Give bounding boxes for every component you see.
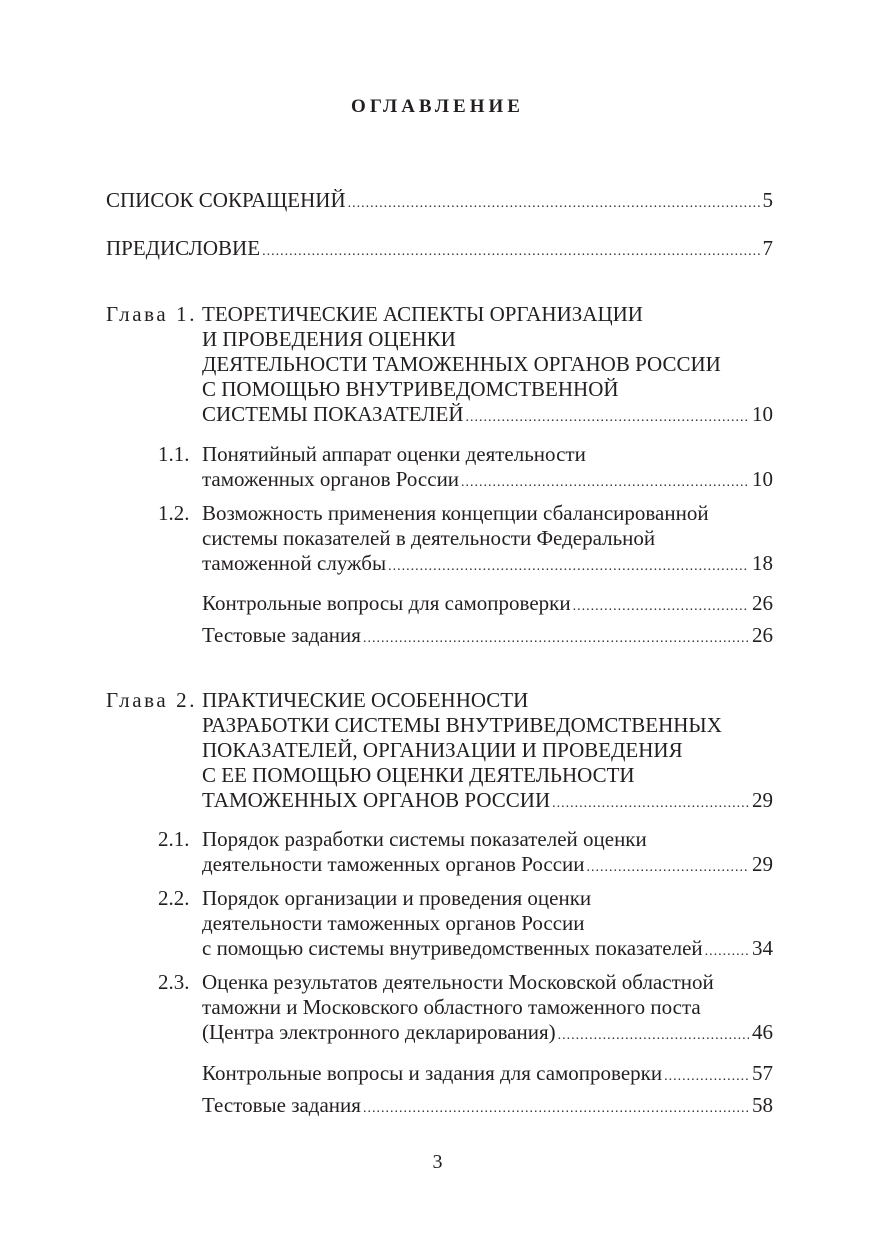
toc-page-number: 57 <box>752 1061 773 1085</box>
section-1-1-last-line[interactable] <box>202 466 773 492</box>
toc-page-number: 26 <box>752 623 773 647</box>
dot-leader <box>466 405 749 431</box>
chapter-2-title-line[interactable]: ПОКАЗАТЕЛЕЙ, ОРГАНИЗАЦИИ И ПРОВЕДЕНИЯ <box>202 738 683 762</box>
chapter-1-title-line[interactable]: ДЕЯТЕЛЬНОСТИ ТАМОЖЕННЫХ ОРГАНОВ РОССИИ <box>202 352 721 376</box>
section-2-2-line[interactable]: деятельности таможенных органов России <box>202 911 585 935</box>
toc-page-number: 29 <box>752 852 773 876</box>
chapter-2-label: Глава 2. <box>106 688 198 712</box>
chapter-2-title-line: ТАМОЖЕННЫХ ОРГАНОВ РОССИИ <box>202 788 551 812</box>
dot-leader <box>262 239 759 265</box>
toc-page-number: 26 <box>752 591 773 615</box>
toc-page-number: 10 <box>752 467 773 491</box>
toc-page-number: 46 <box>752 1020 773 1044</box>
dot-leader <box>348 191 760 217</box>
chapter-1-label: Глава 1. <box>106 302 198 326</box>
chapter-1-title-line: СИСТЕМЫ ПОКАЗАТЕЛЕЙ <box>202 402 464 426</box>
toc-page-number: 58 <box>752 1093 773 1117</box>
toc-page-number: 5 <box>762 188 773 212</box>
section-2-1-last-line[interactable] <box>202 851 773 877</box>
dot-leader <box>705 939 749 965</box>
toc-page-number: 34 <box>752 936 773 960</box>
toc-entry-review-questions[interactable] <box>202 590 773 616</box>
section-number: 2.2. <box>158 886 190 910</box>
toc-entry-label: Тестовые задания <box>202 623 361 647</box>
toc-entry-preface[interactable] <box>106 235 773 261</box>
section-1-2-line: таможенной службы <box>202 551 387 575</box>
section-2-2-line[interactable]: Порядок организации и проведения оценки <box>202 886 592 910</box>
section-number: 1.1. <box>158 442 190 466</box>
toc-entry-label: Тестовые задания <box>202 1093 361 1117</box>
page-number: 3 <box>432 1151 443 1173</box>
page-title: ОГЛАВЛЕНИЕ <box>351 96 524 117</box>
section-2-2-line: с помощью системы внутриведомственных показателей <box>202 936 703 960</box>
section-number: 2.3. <box>158 970 190 994</box>
section-2-3-line[interactable]: таможни и Московского областного таможенного поста <box>202 995 701 1019</box>
chapter-1-title-line[interactable]: И ПРОВЕДЕНИЯ ОЦЕНКИ <box>202 327 456 351</box>
toc-page-number: 10 <box>752 402 773 426</box>
section-number: 2.1. <box>158 827 190 851</box>
chapter-1-title-line[interactable]: С ПОМОЩЬЮ ВНУТРИВЕДОМСТВЕННОЙ <box>202 377 619 401</box>
section-2-2-last-line[interactable] <box>202 935 773 961</box>
dot-leader <box>587 855 749 881</box>
toc-entry-review-questions-tasks[interactable] <box>202 1060 773 1086</box>
section-2-1-line: деятельности таможенных органов России <box>202 852 585 876</box>
dot-leader <box>664 1064 749 1090</box>
toc-entry-tests[interactable] <box>202 622 773 648</box>
section-2-3-last-line[interactable] <box>202 1019 773 1045</box>
section-2-3-line[interactable]: Оценка результатов деятельности Московской областной <box>202 970 714 994</box>
section-1-2-line[interactable]: Возможность применения концепции сбалансированной <box>202 501 709 525</box>
dot-leader <box>461 470 749 496</box>
section-2-1-line[interactable]: Порядок разработки системы показателей оценки <box>202 827 647 851</box>
dot-leader <box>558 1023 749 1049</box>
dot-leader <box>388 554 749 580</box>
section-1-2-last-line[interactable] <box>202 550 773 576</box>
dot-leader <box>363 1096 749 1122</box>
toc-page-number: 7 <box>762 236 773 260</box>
toc-page-number: 18 <box>752 551 773 575</box>
section-2-3-line: (Центра электронного декларирования) <box>202 1020 556 1044</box>
chapter-2-title-line[interactable]: ПРАКТИЧЕСКИЕ ОСОБЕННОСТИ <box>202 688 529 712</box>
section-1-1-line[interactable]: Понятийный аппарат оценки деятельности <box>202 442 586 466</box>
dot-leader <box>363 626 749 652</box>
toc-entry-tests-2[interactable] <box>202 1092 773 1118</box>
toc-entry-label: СПИСОК СОКРАЩЕНИЙ <box>106 188 346 212</box>
toc-page-number: 29 <box>752 788 773 812</box>
chapter-2-title-last-line[interactable] <box>202 787 773 813</box>
toc-entry-label: Контрольные вопросы и задания для самопроверки <box>202 1061 663 1085</box>
toc-entry-label: Контрольные вопросы для самопроверки <box>202 591 571 615</box>
section-1-1-line: таможенных органов России <box>202 467 460 491</box>
toc-entry-label: ПРЕДИСЛОВИЕ <box>106 236 261 260</box>
dot-leader <box>552 791 749 817</box>
toc-entry-abbreviations[interactable] <box>106 187 773 213</box>
chapter-2-title-line[interactable]: РАЗРАБОТКИ СИСТЕМЫ ВНУТРИВЕДОМСТВЕННЫХ <box>202 713 722 737</box>
section-number: 1.2. <box>158 501 190 525</box>
chapter-1-title-line[interactable]: ТЕОРЕТИЧЕСКИЕ АСПЕКТЫ ОРГАНИЗАЦИИ <box>202 302 643 326</box>
chapter-1-title-last-line[interactable] <box>202 401 773 427</box>
chapter-2-title-line[interactable]: С ЕЕ ПОМОЩЬЮ ОЦЕНКИ ДЕЯТЕЛЬНОСТИ <box>202 763 635 787</box>
section-1-2-line[interactable]: системы показателей в деятельности Федеральной <box>202 526 656 550</box>
dot-leader <box>573 594 749 620</box>
